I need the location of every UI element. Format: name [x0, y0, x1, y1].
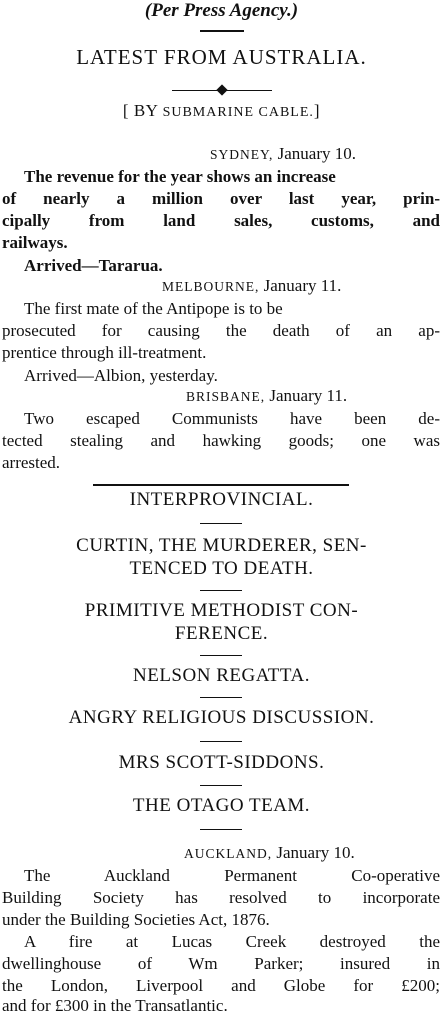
paragraph-line: railways.	[2, 233, 68, 252]
headline-line: THE OTAGO TEAM.	[132, 795, 311, 816]
dateline-melbourne	[162, 276, 341, 296]
dateline-date: January 10.	[277, 144, 357, 163]
short-rule	[200, 30, 244, 32]
paragraph-line: arrested.	[2, 453, 61, 472]
short-rule	[200, 829, 242, 830]
dateline-auckland	[184, 843, 355, 863]
headline-line: TENCED TO DEATH.	[129, 558, 314, 579]
dateline-date: January 10.	[276, 843, 355, 862]
dateline-place: SYDNEY,	[210, 147, 274, 162]
paragraph-line: The first mate of the Antipope is to be	[24, 299, 283, 318]
short-rule	[200, 655, 242, 656]
paragraph-line: Building Society has resolved to incorporate	[2, 888, 440, 907]
short-rule	[200, 590, 242, 591]
paragraph-line: A fire at Lucas Creek destroyed the	[24, 932, 440, 951]
headline-line: MRS SCOTT-SIDDONS.	[118, 752, 325, 773]
paragraph-line: Two escaped Communists have been de-	[24, 409, 440, 428]
short-rule	[200, 523, 242, 524]
headline-line: NELSON REGATTA.	[133, 665, 310, 686]
paragraph-line: The Auckland Permanent Co-operative	[24, 866, 440, 885]
ornament-diamond	[216, 84, 227, 95]
arrival-line: Arrived—Albion, yesterday.	[24, 366, 218, 385]
paragraph-line: cipally from land sales, customs, and	[2, 211, 440, 230]
main-heading: LATEST FROM AUSTRALIA.	[76, 45, 367, 69]
subheading-bracket-open: [	[122, 101, 130, 120]
headline-line: FERENCE.	[174, 623, 269, 644]
paragraph-line: tected stealing and hawking goods; one was	[2, 431, 440, 450]
dateline-sydney	[210, 144, 356, 164]
short-rule	[200, 785, 242, 786]
agency-line: (Per Press Agency.)	[144, 0, 299, 21]
paragraph-line: the London, Liverpool and Globe for £200;	[2, 976, 440, 995]
headline-line: ANGRY RELIGIOUS DISCUSSION.	[68, 707, 375, 728]
subheading-rest: SUBMARINE CABLE.	[162, 105, 314, 120]
paragraph-line: and for £300 in the Transatlantic.	[2, 996, 228, 1015]
interprovincial-heading: INTERPROVINCIAL.	[129, 489, 314, 510]
dateline-place: AUCKLAND,	[184, 846, 273, 861]
paragraph-line: under the Building Societies Act, 1876.	[2, 910, 270, 929]
subheading-by: BY	[133, 101, 158, 120]
paragraph-line: prosecuted for causing the death of an ap-	[2, 321, 440, 340]
arrival-line: Arrived—Tararua.	[24, 256, 163, 275]
dateline-date: January 11.	[263, 276, 342, 295]
short-rule	[200, 697, 242, 698]
subheading	[0, 101, 443, 121]
headline-line: PRIMITIVE METHODIST CON-	[84, 600, 359, 621]
paragraph-line: The revenue for the year shows an increase	[24, 167, 336, 186]
subheading-bracket-close: ]	[313, 101, 321, 120]
paragraph-line: prentice through ill-treatment.	[2, 343, 207, 362]
headline-line: CURTIN, THE MURDERER, SEN-	[76, 535, 367, 556]
short-rule	[200, 741, 242, 742]
dateline-brisbane	[186, 386, 347, 406]
paragraph-line: dwellinghouse of Wm Parker; insured in	[2, 954, 440, 973]
dateline-place: BRISBANE,	[186, 389, 266, 404]
dateline-place: MELBOURNE,	[162, 279, 260, 294]
section-rule	[93, 484, 349, 486]
dateline-date: January 11.	[269, 386, 348, 405]
paragraph-line: of nearly a million over last year, prin-	[2, 189, 440, 208]
